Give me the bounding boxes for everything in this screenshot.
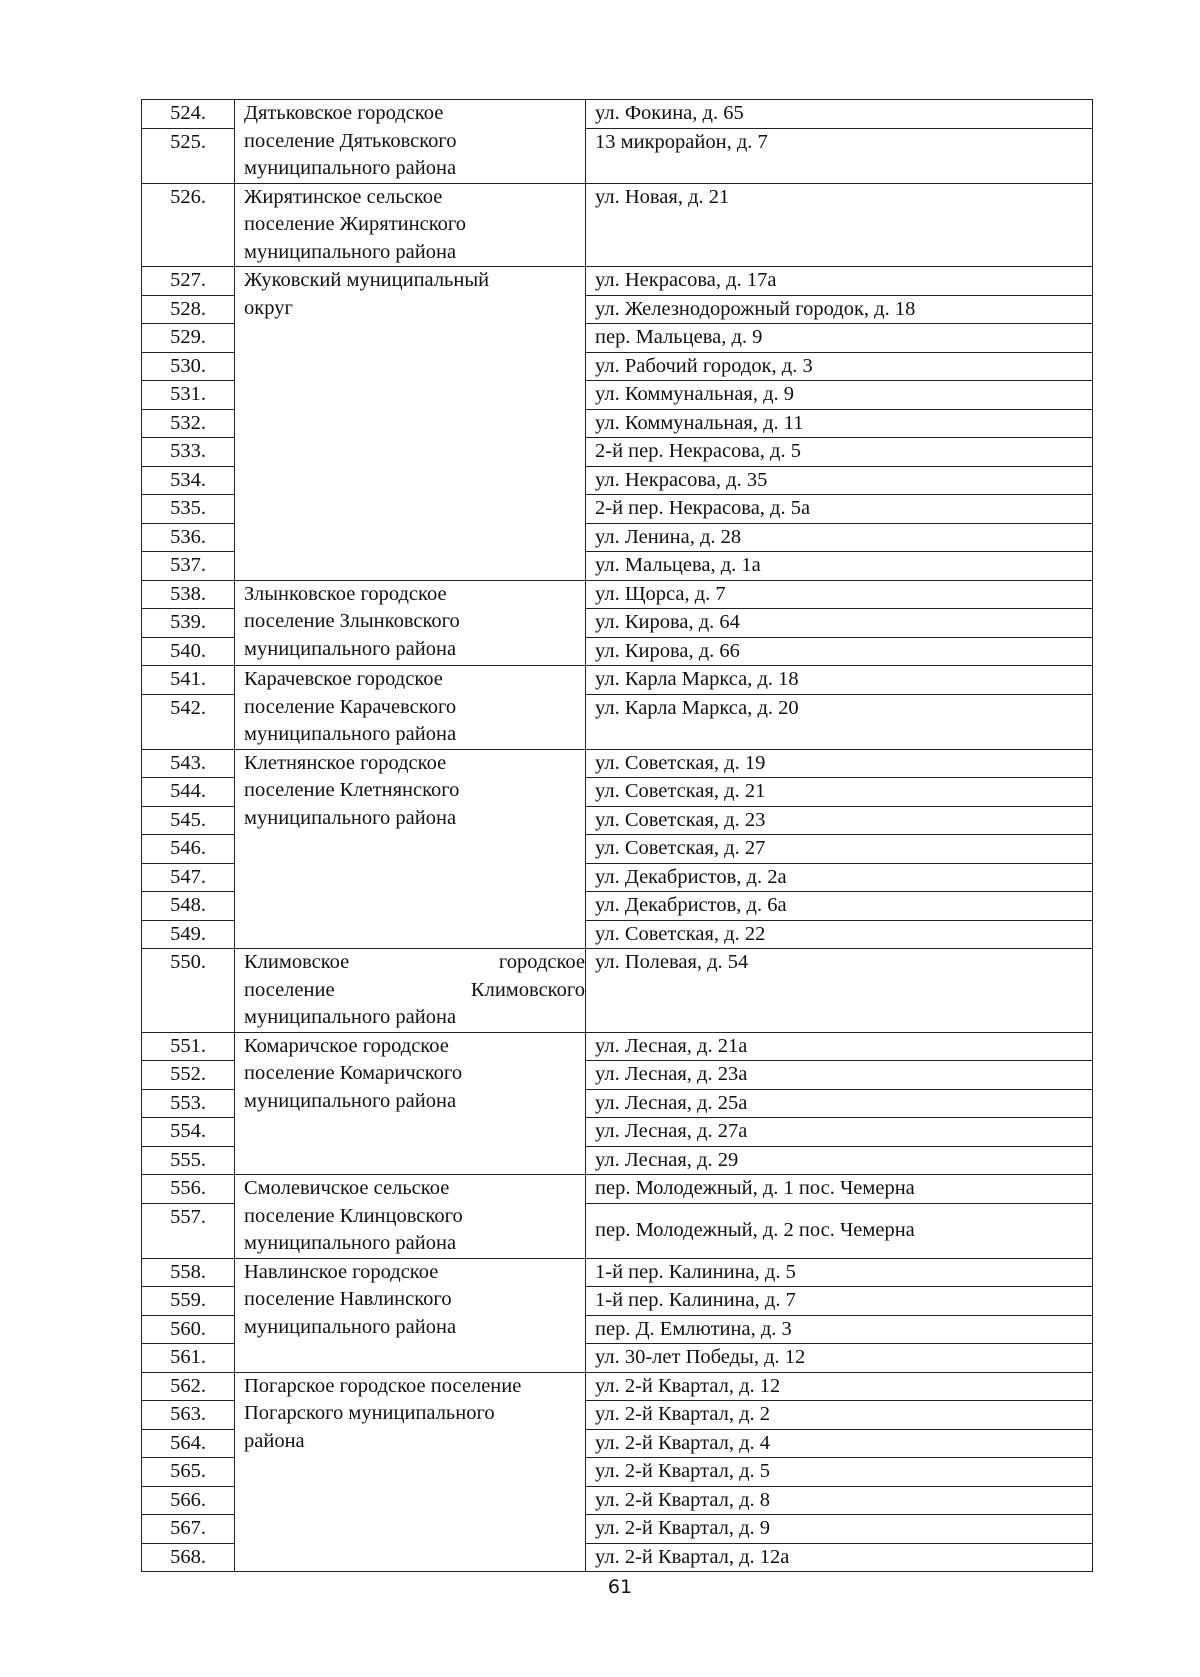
settlement-name-line: Клетнянское городское [244, 751, 447, 774]
row-number: 534. [142, 466, 235, 495]
address: ул. Лесная, д. 21а [586, 1032, 1093, 1061]
row-number: 551. [142, 1032, 235, 1061]
row-number: 567. [142, 1515, 235, 1544]
settlement-name-line: округ [244, 296, 293, 319]
settlement-name [235, 580, 586, 666]
row-number: 565. [142, 1458, 235, 1487]
address: ул. Советская, д. 21 [586, 778, 1093, 807]
address: ул. Кирова, д. 66 [586, 637, 1093, 666]
row-number: 539. [142, 609, 235, 638]
address: ул. Карла Маркса, д. 18 [586, 666, 1093, 695]
settlement-name-line: муниципального района [244, 806, 457, 829]
row-number: 561. [142, 1344, 235, 1373]
address: 13 микрорайон, д. 7 [586, 128, 1093, 183]
row-number: 562. [142, 1372, 235, 1401]
address: ул. Некрасова, д. 35 [586, 466, 1093, 495]
settlement-name-line: муниципального района [244, 637, 457, 660]
settlement-name-line: муниципального района [244, 1006, 457, 1028]
row-number: 537. [142, 552, 235, 581]
address: ул. Лесная, д. 25а [586, 1089, 1093, 1118]
settlement-name-line: муниципального района [244, 723, 457, 745]
settlement-name-line: Злынковское городское [244, 582, 447, 605]
row-number: 526. [142, 183, 235, 267]
address: 2-й пер. Некрасова, д. 5а [586, 495, 1093, 524]
address: ул. Щорса, д. 7 [586, 580, 1093, 609]
settlement-name-line: поселение Климовского [244, 978, 585, 1001]
settlement-name-line: Смолевичское сельское [244, 1177, 450, 1199]
address: ул. 2-й Квартал, д. 4 [586, 1429, 1093, 1458]
address: ул. Декабристов, д. 2а [586, 863, 1093, 892]
address: ул. Кирова, д. 64 [586, 609, 1093, 638]
table-body [142, 100, 1093, 1572]
row-number: 525. [142, 128, 235, 183]
table-row [142, 949, 1093, 1033]
address: ул. Декабристов, д. 6а [586, 892, 1093, 921]
row-number: 532. [142, 409, 235, 438]
settlement-name [235, 1372, 586, 1572]
address: ул. 2-й Квартал, д. 8 [586, 1486, 1093, 1515]
table-row [142, 580, 1093, 609]
settlement-name [235, 949, 586, 1033]
address: ул. Советская, д. 23 [586, 806, 1093, 835]
row-number: 568. [142, 1543, 235, 1572]
settlement-name-line: поселение Комаричского [244, 1062, 463, 1084]
address: ул. Советская, д. 19 [586, 749, 1093, 778]
row-number: 527. [142, 267, 235, 296]
row-number: 555. [142, 1146, 235, 1175]
row-number: 541. [142, 666, 235, 695]
row-number: 529. [142, 324, 235, 353]
settlement-name-line: поселение Карачевского [244, 695, 457, 718]
settlement-name [235, 267, 586, 581]
row-number: 560. [142, 1315, 235, 1344]
address: пер. Мальцева, д. 9 [586, 324, 1093, 353]
address: ул. Советская, д. 27 [586, 835, 1093, 864]
address: 1-й пер. Калинина, д. 7 [586, 1287, 1093, 1316]
settlement-name-line: Погарского муниципального [244, 1402, 495, 1424]
settlement-name-line: Навлинское городское [244, 1260, 439, 1283]
address: ул. Фокина, д. 65 [586, 100, 1093, 129]
row-number: 536. [142, 523, 235, 552]
address: ул. Полевая, д. 54 [586, 949, 1093, 1033]
settlement-name-line: поселение Клетнянского [244, 779, 460, 801]
row-number: 557. [142, 1203, 235, 1258]
address: ул. Коммунальная, д. 9 [586, 381, 1093, 410]
row-number: 554. [142, 1118, 235, 1147]
table-row [142, 267, 1093, 296]
settlement-name [235, 1258, 586, 1372]
row-number: 563. [142, 1401, 235, 1430]
row-number: 524. [142, 100, 235, 129]
settlement-name-line: муниципального района [244, 157, 457, 179]
row-number: 540. [142, 637, 235, 666]
row-number: 566. [142, 1486, 235, 1515]
settlement-name-line: поселение Навлинского [244, 1288, 452, 1310]
row-number: 558. [142, 1258, 235, 1287]
address: ул. Железнодорожный городок, д. 18 [586, 295, 1093, 324]
address: ул. 2-й Квартал, д. 5 [586, 1458, 1093, 1487]
table-row [142, 1032, 1093, 1061]
settlement-name-line: Дятьковское городское [244, 102, 444, 124]
address: ул. Ленина, д. 28 [586, 523, 1093, 552]
settlements-address-table [141, 99, 1093, 1572]
row-number: 564. [142, 1429, 235, 1458]
address: ул. 30-лет Победы, д. 12 [586, 1344, 1093, 1373]
address: ул. Советская, д. 22 [586, 920, 1093, 949]
address: ул. Лесная, д. 23а [586, 1061, 1093, 1090]
row-number: 538. [142, 580, 235, 609]
address: пер. Д. Емлютина, д. 3 [586, 1315, 1093, 1344]
row-number: 530. [142, 352, 235, 381]
table-row [142, 100, 1093, 129]
settlement-name [235, 666, 586, 750]
row-number: 542. [142, 694, 235, 749]
row-number: 531. [142, 381, 235, 410]
row-number: 556. [142, 1175, 235, 1204]
row-number: 546. [142, 835, 235, 864]
table-row [142, 749, 1093, 778]
settlement-name [235, 183, 586, 267]
address: ул. Некрасова, д. 17а [586, 267, 1093, 296]
row-number: 549. [142, 920, 235, 949]
settlement-name [235, 100, 586, 184]
table-row [142, 666, 1093, 695]
row-number: 545. [142, 806, 235, 835]
address: ул. Новая, д. 21 [586, 183, 1093, 267]
address: пер. Молодежный, д. 1 пос. Чемерна [586, 1175, 1093, 1204]
settlement-name-line: района [244, 1429, 305, 1452]
settlement-name-line: поселение Злынковского [244, 610, 460, 632]
row-number: 528. [142, 295, 235, 324]
settlement-name-line: Карачевское городское [244, 668, 443, 690]
row-number: 559. [142, 1287, 235, 1316]
settlement-name-line: поселение Дятьковского [244, 129, 457, 152]
address: ул. Рабочий городок, д. 3 [586, 352, 1093, 381]
address: ул. 2-й Квартал, д. 12а [586, 1543, 1093, 1572]
address: 1-й пер. Калинина, д. 5 [586, 1258, 1093, 1287]
settlement-name-line: Комаричское городское [244, 1034, 449, 1057]
row-number: 548. [142, 892, 235, 921]
row-number: 533. [142, 438, 235, 467]
page-number: 61 [607, 1576, 633, 1598]
address: ул. Карла Маркса, д. 20 [586, 694, 1093, 749]
address: ул. 2-й Квартал, д. 9 [586, 1515, 1093, 1544]
settlement-name-line: муниципального района [244, 240, 457, 263]
table-row [142, 1175, 1093, 1204]
address: ул. Коммунальная, д. 11 [586, 409, 1093, 438]
settlement-name-line: муниципального района [244, 1315, 457, 1338]
row-number: 543. [142, 749, 235, 778]
row-number: 553. [142, 1089, 235, 1118]
table-row [142, 1372, 1093, 1401]
address: ул. Мальцева, д. 1а [586, 552, 1093, 581]
settlement-name-line: Жуковский муниципальный [244, 269, 490, 291]
row-number: 535. [142, 495, 235, 524]
address: 2-й пер. Некрасова, д. 5 [586, 438, 1093, 467]
table-row [142, 1258, 1093, 1287]
settlement-name-line: Жирятинское сельское [244, 185, 443, 208]
row-number: 552. [142, 1061, 235, 1090]
address: ул. Лесная, д. 27а [586, 1118, 1093, 1147]
row-number: 547. [142, 863, 235, 892]
settlement-name-line: Погарское городское поселение [244, 1374, 522, 1397]
table-row [142, 183, 1093, 267]
address: ул. 2-й Квартал, д. 2 [586, 1401, 1093, 1430]
address: ул. 2-й Квартал, д. 12 [586, 1372, 1093, 1401]
settlement-name-line: муниципального района [244, 1232, 457, 1254]
settlement-name-line: муниципального района [244, 1089, 457, 1112]
address: пер. Молодежный, д. 2 пос. Чемерна [586, 1203, 1093, 1258]
settlement-name [235, 749, 586, 949]
settlement-name-line: Климовское городское [244, 951, 585, 973]
settlement-name-line: поселение Клинцовского [244, 1204, 463, 1227]
address: ул. Лесная, д. 29 [586, 1146, 1093, 1175]
row-number: 544. [142, 778, 235, 807]
settlement-name-line: поселение Жирятинского [244, 213, 467, 235]
settlement-name [235, 1032, 586, 1175]
settlement-name [235, 1175, 586, 1259]
row-number: 550. [142, 949, 235, 1033]
